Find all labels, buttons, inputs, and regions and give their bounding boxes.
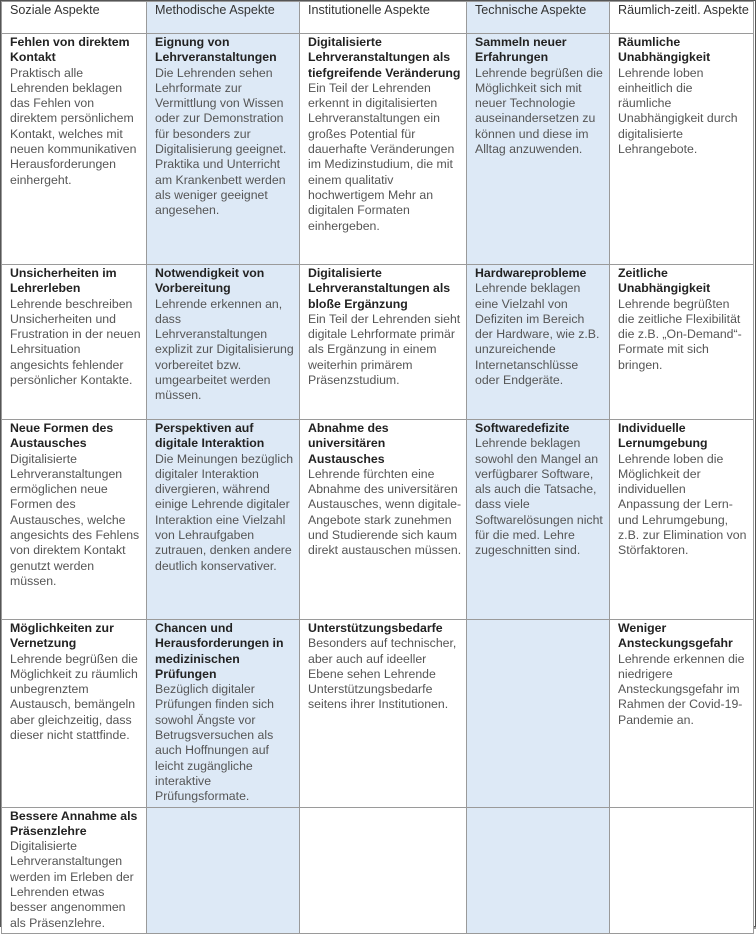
table-cell (147, 265, 300, 420)
table-cell (467, 420, 610, 620)
cell-text: Lehrende loben die Möglichkeit der individuellen Anpassung der Lern- und Lehrumgebung, z.B. zur Elimination von Störfaktoren. (618, 451, 747, 558)
table-cell (467, 265, 610, 420)
cell-text: Besonders auf technischer, aber auch auf ideeller Ebene sehen Lehrende Unterstützungsbedarfe seitens ihrer Institutionen. (308, 636, 457, 712)
header-row (2, 2, 754, 34)
table-cell (610, 265, 754, 420)
table-cell (300, 620, 467, 808)
cell-text: Ein Teil der Lehrenden sieht digitale Lehrformate primär als Ergänzung in einem weiterhin primärem Präsenzstudium. (308, 311, 461, 388)
table-cell (2, 34, 147, 265)
header-institutional: Institutionelle Aspekte (300, 2, 467, 34)
cell-title: Eignung von Lehrveranstaltungen (155, 35, 277, 65)
cell-text: Die Lehrenden sehen Lehrformate zur Vermittlung von Wissen oder zur Demonstration für besonders zur Digitalisierung geeignet. Praktika und Unterricht am Krankenbett werden als weniger geeignet angesehen. (155, 65, 287, 218)
cell-title: Hardwareprobleme (475, 266, 587, 280)
cell-text: Bezüglich digitaler Prüfungen finden sich sowohl Ängste vor Betrugsversuchen als auch Hoffnungen auf leicht zugängliche interaktive Prüfungsformate. (155, 682, 274, 804)
table-cell (467, 34, 610, 265)
header-social: Soziale Aspekte (2, 2, 147, 34)
aspects-table (1, 1, 754, 934)
cell-text: Lehrende erkennen die niedrigere Ansteckungsgefahr im Rahmen der Covid-19-Pandemie an. (618, 651, 745, 727)
cell-text: Lehrende erkennen an, dass Lehrveranstaltungen explizit zur Digitalisierung vorbereitet bzw. umgearbeitet werden müssen. (155, 296, 294, 403)
cell-text: Lehrende beklagen eine Vielzahl von Defiziten im Bereich der Hardware, wie z.B. unzureichende Internetanschlüsse oder Endgeräte. (475, 281, 600, 388)
table-cell (2, 420, 147, 620)
cell-title: Neue Formen des Austausches (10, 421, 114, 451)
cell-title: Digitalisierte Lehrveranstaltungen als bloße Ergänzung (308, 266, 451, 311)
cell-text: Lehrende fürchten eine Abnahme des universitären Austausches, wenn digitale-Angebote stark zunehmen und Studierende sich kaum direkt austauschen müssen. (308, 466, 462, 558)
cell-title: Perspektiven auf digitale Interaktion (155, 421, 265, 451)
cell-text: Digitalisierte Lehrveranstaltungen werden im Erleben der Lehrenden etwas besser angenommen als Präsenzlehre. (10, 839, 134, 930)
table-cell (467, 807, 610, 933)
header-methodical: Methodische Aspekte (147, 2, 300, 34)
cell-title: Möglichkeiten zur Vernetzung (10, 621, 114, 651)
cell-title: Räumliche Unabhängigkeit (618, 35, 711, 65)
table-cell (300, 34, 467, 265)
cell-title: Chancen und Herausforderungen in medizinischen Prüfungen (155, 621, 284, 681)
table-cell (2, 265, 147, 420)
table-cell (610, 34, 754, 265)
table-cell (467, 620, 610, 808)
cell-text: Lehrende begrüßen die Möglichkeit sich mit neuer Technologie auseinandersetzen zu können und diese im Alltag anzuwenden. (475, 65, 603, 157)
cell-title: Zeitliche Unabhängigkeit (618, 266, 711, 296)
cell-text: Die Meinungen bezüglich digitaler Interaktion divergieren, während einige Lehrende digitaler Interaktion eine Vielzahl von Lehraufgaben zutrauen, denken andere deutlich konservativer. (155, 451, 294, 573)
cell-title: Softwaredefizite (475, 421, 570, 435)
cell-title: Notwendigkeit von Vorbereitung (155, 266, 265, 296)
table-row (2, 265, 754, 420)
cell-text: Digitalisierte Lehrveranstaltungen ermöglichen neue Formen des Austausches, welche angesichts des Fehlens von direktem Kontakt genutzt werden müssen. (10, 451, 140, 588)
cell-title: Individuelle Lernumgebung (618, 421, 708, 451)
cell-text: Lehrende begrüßen die Möglichkeit zu räumlich unbegrenztem Austausch, bemängeln aber gleichzeitig, dass dieser nicht stattfinde. (10, 651, 138, 743)
cell-title: Sammeln neuer Erfahrungen (475, 35, 567, 65)
table-cell (610, 620, 754, 808)
table-cell (147, 34, 300, 265)
table-row (2, 34, 754, 265)
table-row (2, 620, 754, 808)
cell-title: Bessere Annahme als Präsenzlehre (10, 808, 138, 838)
cell-title: Digitalisierte Lehrveranstaltungen als tiefgreifende Veränderung (308, 35, 461, 80)
table-cell (300, 807, 467, 933)
table-row (2, 807, 754, 933)
cell-text: Lehrende beschreiben Unsicherheiten und Frustration in der neuen Lehrsituation angesichts fehlender persönlicher Kontakte. (10, 296, 141, 388)
cell-title: Unsicherheiten im Lehrerleben (10, 266, 117, 296)
cell-text: Lehrende loben einheitlich die räumliche Unabhängigkeit durch digitalisierte Lehrangebote. (618, 65, 738, 157)
cell-title: Abnahme des universitären Austausches (308, 421, 389, 466)
table-cell (300, 420, 467, 620)
table-cell (2, 807, 147, 933)
cell-text: Lehrende beklagen sowohl den Mangel an verfügbarer Software, als auch die Tatsache, dass viele Softwarelösungen nicht für die med. Lehre zugeschnitten sind. (475, 436, 603, 558)
cell-title: Unterstützungsbedarfe (308, 621, 443, 635)
table-cell (610, 807, 754, 933)
table-row (2, 420, 754, 620)
table-cell (300, 265, 467, 420)
table-cell (147, 807, 300, 933)
table-cell (2, 620, 147, 808)
cell-title: Fehlen von direktem Kontakt (10, 35, 130, 65)
cell-text: Praktisch alle Lehrenden beklagen das Fehlen von direktem persönlichem Kontakt, welches mit neuen kommunikativen Herausforderungen einhergeht. (10, 65, 137, 187)
cell-title: Weniger Ansteckungsgefahr (618, 621, 733, 651)
table-cell (147, 620, 300, 808)
cell-text: Ein Teil der Lehrenden erkennt in digitalisierten Lehrveranstaltungen ein großes Potential für dauerhafte Veränderungen im Medizinstudium, die mit einem qualitativ hochwertigem Mehr an digitalen Formaten einhergeben. (308, 80, 455, 233)
table-cell (147, 420, 300, 620)
header-technical: Technische Aspekte (467, 2, 610, 34)
cell-text: Lehrende begrüßten die zeitliche Flexibilität die z.B. „On-Demand“-Formate mit sich bringen. (618, 296, 742, 372)
table-cell (610, 420, 754, 620)
header-spatial-temporal: Räumlich-zeitl. Aspekte (610, 2, 754, 34)
